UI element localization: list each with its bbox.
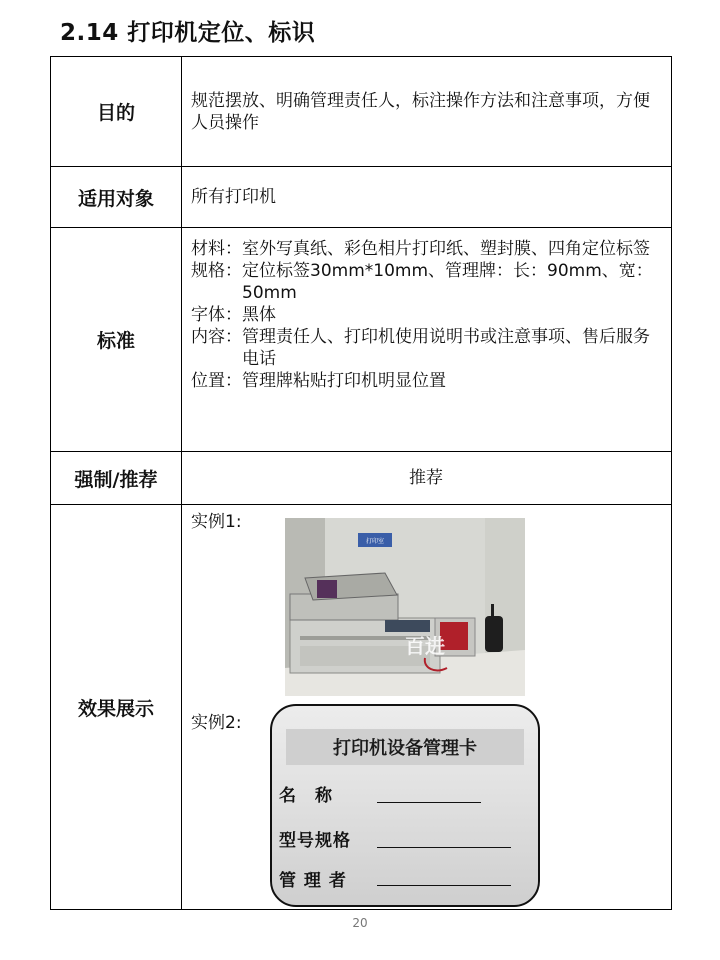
card-field-model-line <box>377 847 511 848</box>
standard-value: 黑体 <box>242 305 276 325</box>
row-label-purpose: 目的 <box>51 57 182 166</box>
standard-key: 字体： <box>191 305 242 325</box>
page-number: 20 <box>352 916 368 930</box>
section-title: 2.14 打印机定位、标识 <box>60 20 316 46</box>
card-title: 打印机设备管理卡 <box>286 729 524 765</box>
row-label-mandatory: 强制/推荐 <box>51 452 182 504</box>
standard-item-font <box>191 304 661 326</box>
row-label-effect: 效果展示 <box>51 505 182 909</box>
standard-key: 位置： <box>191 371 242 391</box>
mandatory-value: 推荐 <box>409 468 443 488</box>
standard-value: 管理牌粘贴打印机明显位置 <box>242 371 446 391</box>
standard-key: 材料： <box>191 239 242 259</box>
standard-item-content <box>191 326 661 370</box>
card-field-model-label: 型号规格 <box>279 831 351 851</box>
standard-item-position <box>191 370 661 392</box>
row-label-standard: 标准 <box>51 228 182 451</box>
table-row-scope <box>51 167 671 228</box>
card-field-manager-line <box>377 885 511 886</box>
standard-value: 定位标签30mm*10mm、管理牌：长：90mm、宽：50mm <box>242 261 653 303</box>
card-field-name-label: 名 称 <box>279 786 333 806</box>
standard-key: 规格： <box>191 261 242 281</box>
card-field-manager-label: 管 理 者 <box>279 871 347 891</box>
standard-value: 管理责任人、打印机使用说明书或注意事项、售后服务电话 <box>242 327 650 369</box>
scope-text: 所有打印机 <box>191 187 276 207</box>
row-label-scope: 适用对象 <box>51 167 182 227</box>
standard-item-spec <box>191 260 661 304</box>
standard-key: 内容： <box>191 327 242 347</box>
printer-illustration <box>285 518 525 696</box>
printer-photo <box>285 518 525 696</box>
table-row-standard <box>51 228 671 452</box>
photo-sign-text: 打印室 <box>365 538 385 545</box>
photo-watermark: 百进 <box>405 634 445 658</box>
standard-value: 室外写真纸、彩色相片打印纸、塑封膜、四角定位标签 <box>242 239 650 259</box>
management-card <box>270 704 540 907</box>
standard-item-material <box>191 238 661 260</box>
table-row-mandatory <box>51 452 671 505</box>
card-field-name-line <box>377 802 481 803</box>
table-row-purpose <box>51 57 671 167</box>
example2-label: 实例2: <box>191 713 242 733</box>
standard-list <box>182 228 671 451</box>
example1-label: 实例1: <box>191 512 242 532</box>
purpose-text: 规范摆放、明确管理责任人，标注操作方法和注意事项，方便人员操作 <box>191 91 650 133</box>
